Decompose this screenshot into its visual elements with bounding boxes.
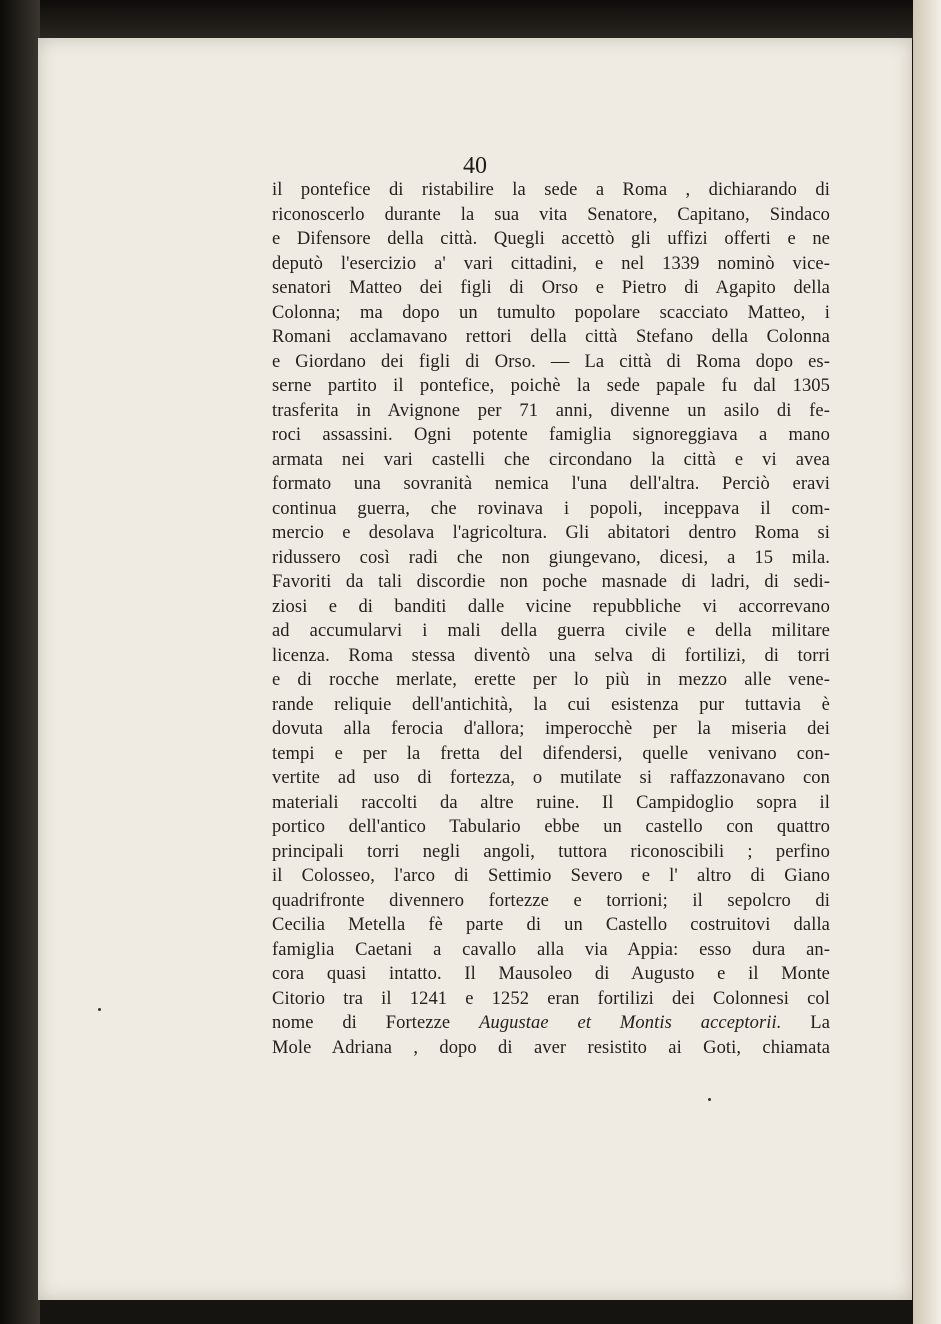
scan-right-border (913, 0, 941, 1324)
text-line: cora quasi intatto. Il Mausoleo di Augusto e il Monte (272, 964, 830, 984)
text-line: Citorio tra il 1241 e 1252 eran fortilizi dei Colonnesi col (272, 988, 830, 1009)
text-line: armata nei vari castelli che circondano la città e vi avea (272, 449, 830, 470)
text-line-with-italic (272, 1011, 830, 1036)
text-line: ridussero così radi che non giungevano, dicesi, a 15 mila. (272, 547, 830, 568)
text-line: riconoscerlo durante la sua vita Senatore, Capitano, Sindaco (272, 204, 830, 225)
text-line: continua guerra, che rovinava i popoli, inceppava il com- (272, 498, 830, 519)
book-page (38, 38, 912, 1300)
text-line: deputò l'esercizio a' vari cittadini, e nel 1339 nominò vice- (272, 253, 830, 274)
paper-speck (708, 1098, 711, 1101)
scan-left-border (0, 0, 40, 1324)
text-line: ziosi e di banditi dalle vicine repubbliche vi accorrevano (272, 596, 830, 617)
text-line: licenza. Roma stessa diventò una selva di fortilizi, di torri (272, 645, 830, 666)
text-line: roci assassini. Ogni potente famiglia signoreggiava a mano (272, 425, 830, 445)
text-line: serne partito il pontefice, poichè la sede papale fu dal 1305 (272, 376, 830, 396)
text-line: Romani acclamavano rettori della città Stefano della Colonna (272, 327, 830, 347)
text-line: Colonna; ma dopo un tumulto popolare scacciato Matteo, i (272, 302, 830, 323)
text-line: ad accumularvi i mali della guerra civile e della militare (272, 621, 830, 641)
text-fragment: nome di Fortezze (272, 1013, 480, 1033)
text-line: tempi e per la fretta del difendersi, quelle venivano con- (272, 743, 830, 764)
text-line: Favoriti da tali discordie non poche masnade di ladri, di sedi- (272, 572, 830, 592)
text-line: e Difensore della città. Quegli accettò gli uffizi offerti e ne (272, 229, 830, 249)
italic-latin-phrase: Augustae et Montis acceptorii. (479, 1013, 782, 1033)
text-fragment: La (781, 1013, 831, 1033)
text-line: famiglia Caetani a cavallo alla via Appia: esso dura an- (272, 939, 830, 960)
text-line: e di rocche merlate, erette per lo più in mezzo alle vene- (272, 670, 830, 690)
text-line: principali torri negli angoli, tuttora riconoscibili ; perfino (272, 841, 830, 862)
text-line: Cecilia Metella fè parte di un Castello costruitovi dalla (272, 915, 830, 935)
text-line: materiali raccolti da altre ruine. Il Campidoglio sopra il (272, 792, 830, 813)
text-line: e Giordano dei figli di Orso. — La città di Roma dopo es- (272, 351, 830, 372)
text-line: il pontefice di ristabilire la sede a Roma , dichiarando di (272, 180, 830, 200)
text-line: portico dell'antico Tabulario ebbe un castello con quattro (272, 817, 830, 837)
text-line: senatori Matteo dei figli di Orso e Pietro di Agapito della (272, 278, 830, 298)
text-line: Mole Adriana , dopo di aver resistito ai Goti, chiamata (272, 1037, 830, 1058)
text-line: rande reliquie dell'antichità, la cui esistenza pur tuttavia è (272, 694, 830, 715)
text-line: mercio e desolava l'agricoltura. Gli abitatori dentro Roma si (272, 523, 830, 543)
text-line: formato una sovranità nemica l'una dell'altra. Perciò eravi (272, 474, 830, 494)
text-line: dovuta alla ferocia d'allora; imperocchè per la miseria dei (272, 719, 830, 739)
scan-top-border (0, 0, 941, 40)
body-text (272, 178, 830, 1060)
text-line: vertite ad uso di fortezza, o mutilate si raffazzonavano con (272, 768, 830, 788)
text-line: quadrifronte divennero fortezze e torrioni; il sepolcro di (272, 890, 830, 911)
page-number: 40 (463, 153, 487, 179)
text-line: il Colosseo, l'arco di Settimio Severo e l' altro di Giano (272, 866, 830, 886)
paper-speck (98, 1008, 101, 1011)
text-line: trasferita in Avignone per 71 anni, divenne un asilo di fe- (272, 400, 830, 421)
